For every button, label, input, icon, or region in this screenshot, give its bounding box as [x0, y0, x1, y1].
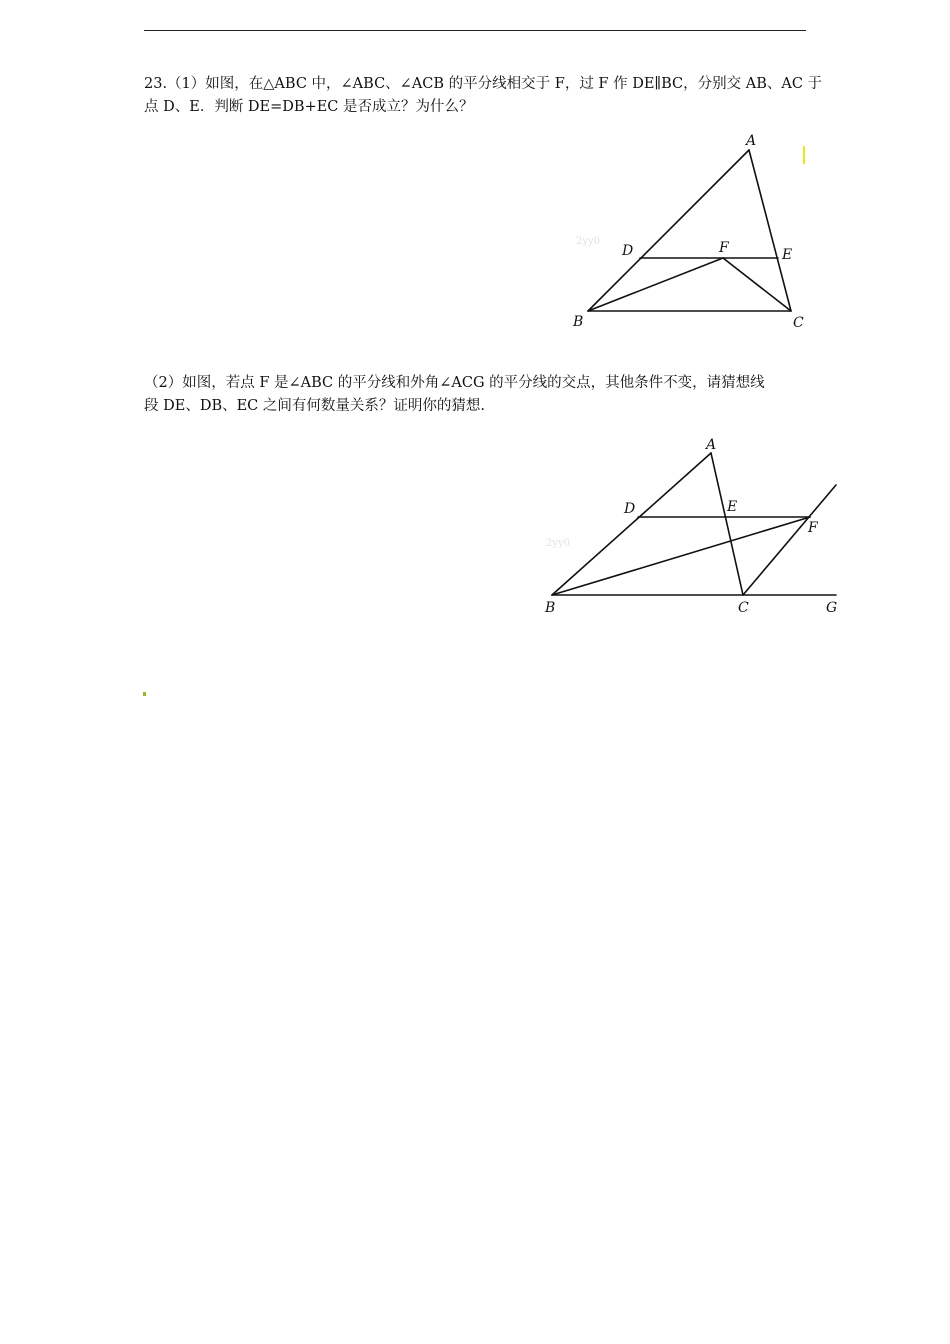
label-C: C	[793, 315, 804, 331]
question-1-line-1: 23.（1）如图，在△ABC 中，∠ABC、∠ACB 的平分线相交于 F，过 F 作 DE∥BC，分别交 AB、AC 于	[144, 76, 823, 92]
segment-AB	[552, 453, 711, 595]
label-E: E	[782, 247, 793, 263]
edge-mark	[803, 146, 805, 164]
segment-AC	[749, 150, 791, 311]
label-B: B	[573, 314, 584, 330]
label-F: F	[719, 240, 729, 256]
label-A: A	[746, 133, 757, 149]
label-E: E	[727, 499, 738, 515]
label-G: G	[826, 600, 838, 616]
question-2-text	[144, 372, 808, 418]
figure-1-triangle	[560, 128, 820, 338]
segment-AB	[588, 150, 749, 311]
figure-1-watermark: 2yy0	[576, 236, 601, 247]
label-C: C	[738, 600, 749, 616]
question-2-line-1: （2）如图，若点 F 是∠ABC 的平分线和外角∠ACG 的平分线的交点，其他条件不变，请猜想线	[144, 375, 765, 391]
segment-CF	[743, 485, 836, 595]
segment-BF	[552, 517, 810, 595]
segment-FC	[723, 258, 791, 311]
label-A: A	[706, 437, 717, 453]
label-D: D	[624, 501, 636, 517]
segment-AC	[711, 453, 743, 595]
segment-BF	[588, 258, 723, 311]
question-1-line-2: 点 D、E．判断 DE=DB+EC 是否成立？为什么？	[144, 99, 474, 115]
question-2-line-2: 段 DE、DB、EC 之间有何数量关系？证明你的猜想.	[144, 398, 485, 414]
question-1-text	[144, 73, 823, 119]
figure-2-watermark: 2yy0	[546, 538, 571, 549]
label-B: B	[545, 600, 556, 616]
label-F: F	[808, 520, 818, 536]
label-D: D	[622, 243, 634, 259]
figure-2-triangle	[530, 432, 850, 622]
header-rule	[144, 30, 806, 31]
stray-mark	[143, 692, 146, 696]
